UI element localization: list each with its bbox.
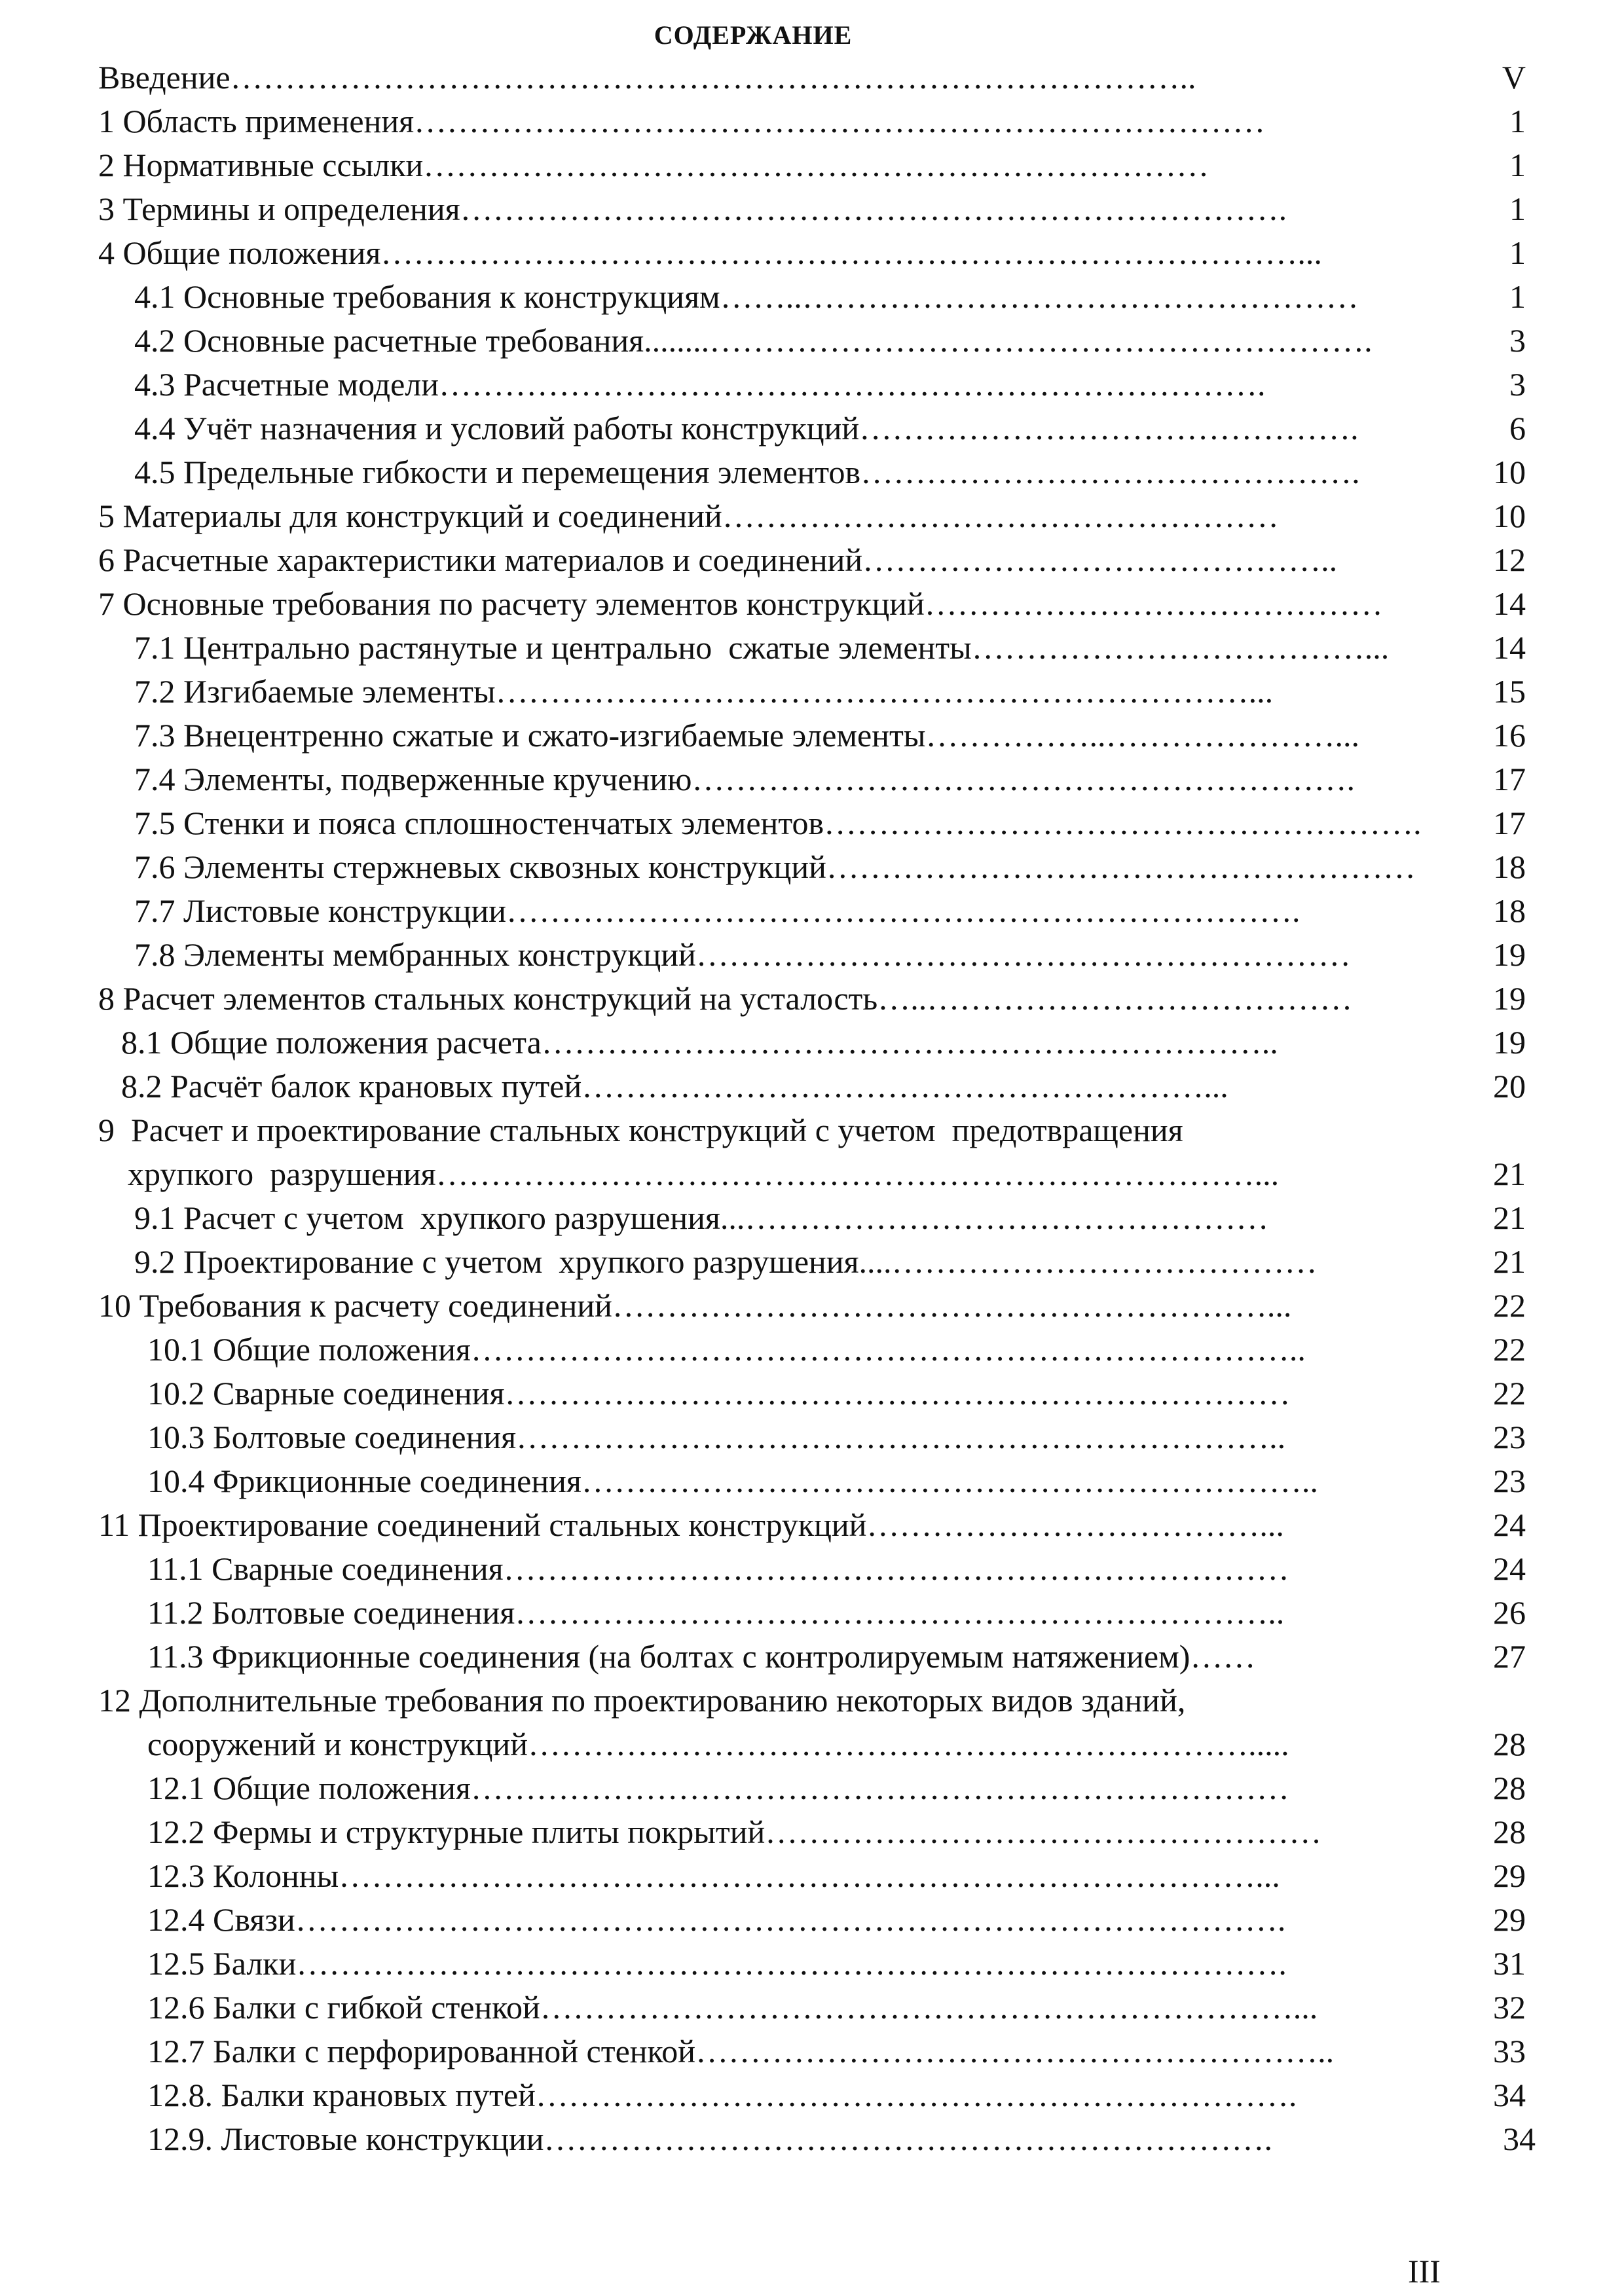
toc-entry-page (1513, 1108, 1526, 1152)
toc-entry-leader: ……………..…………………... (925, 717, 1359, 754)
toc-entry-page: 10 (1480, 450, 1526, 494)
toc-entry-page: 22 (1480, 1328, 1526, 1371)
toc-entry (134, 363, 1526, 406)
toc-entry-title: 7.5 Стенки и пояса сплошностенчатых элементов (134, 805, 824, 841)
toc-entry-page: 23 (1480, 1415, 1526, 1459)
toc-entry-page: 17 (1480, 801, 1526, 845)
page-title: СОДЕРЖАНИЕ (654, 20, 853, 50)
toc-entry-leader: …………………………………………………………. (544, 2121, 1273, 2157)
toc-entry-page: 21 (1480, 1196, 1526, 1239)
toc-entry-page: 1 (1496, 100, 1526, 143)
toc-entry-page: 18 (1480, 845, 1526, 888)
toc-entry-page: 10 (1480, 494, 1526, 538)
toc-entry-leader: ………………………………………………………….. (581, 1463, 1318, 1499)
toc-entry-leader: ……………………………………………………. (692, 761, 1356, 797)
toc-entry-page: 3 (1496, 319, 1526, 362)
toc-entry (134, 714, 1526, 757)
toc-entry-leader: ……………………………………………………………... (495, 673, 1274, 710)
toc-entry (98, 1284, 1526, 1327)
toc-entry-title: 10.3 Болтовые соединения (147, 1419, 517, 1455)
toc-entry-title: 12.8. Балки крановых путей (147, 2077, 536, 2113)
toc-entry (98, 187, 1526, 230)
toc-entry-leader: …………………………………… (924, 585, 1383, 622)
toc-entry-page: 18 (1480, 889, 1526, 932)
toc-entry-page: 26 (1480, 1591, 1526, 1634)
toc-entry-page: 28 (1480, 1766, 1526, 1810)
toc-entry (134, 757, 1526, 801)
toc-entry-leader: ……………………………………………… (826, 848, 1416, 885)
toc-entry-title: 12.1 Общие положения (147, 1770, 471, 1806)
toc-entry (98, 1108, 1526, 1152)
toc-entry-leader: ……………………………………………………………... (540, 1989, 1318, 2026)
toc-entry-title: 7.1 Центрально растянутые и центрально сжатые элементы (134, 629, 972, 666)
toc-entry-title: 12.7 Балки с перфорированной стенкой (147, 2033, 696, 2069)
toc-entry-page: 27 (1480, 1635, 1526, 1678)
toc-entry (98, 231, 1526, 274)
toc-entry (134, 933, 1526, 976)
toc-entry (147, 1766, 1526, 1810)
toc-entry (147, 1986, 1526, 2029)
toc-entry-title: 12.2 Фермы и структурные плиты покрытий (147, 1813, 766, 1850)
toc-entry (134, 626, 1526, 669)
toc-entry-page: 34 (1480, 2073, 1526, 2117)
toc-entry-leader: …………………………………………… (722, 498, 1279, 534)
toc-entry (98, 494, 1526, 538)
toc-entry-title: 12.3 Колонны (147, 1857, 339, 1894)
toc-entry-leader: ………………………………... (866, 1506, 1284, 1543)
toc-entry (147, 1328, 1526, 1371)
toc-entry-page: 31 (1480, 1942, 1526, 1985)
toc-entry (98, 977, 1526, 1020)
toc-entry-title: 4.3 Расчетные модели (134, 366, 439, 403)
toc-entry-leader: ………………………………………………………………… (470, 1770, 1289, 1806)
toc-entry-page: 19 (1480, 977, 1526, 1020)
toc-entry-page: 34 (1490, 2117, 1536, 2160)
toc-entry-page: 16 (1480, 714, 1526, 757)
toc-entry (134, 407, 1526, 450)
toc-entry-title: 1 Область применения (98, 103, 415, 139)
toc-entry-page: 1 (1496, 275, 1526, 318)
toc-entry-page: 32 (1480, 1986, 1526, 2029)
toc-entry-title: 7.6 Элементы стержневых сквозных конструкций (134, 848, 826, 885)
toc-entry-title: 3 Термины и определения (98, 191, 460, 227)
toc-entry (134, 801, 1526, 845)
toc-entry (98, 538, 1526, 581)
toc-entry (128, 1152, 1526, 1195)
toc-entry (147, 1898, 1526, 1941)
toc-entry-page: 6 (1496, 407, 1526, 450)
toc-entry (134, 1240, 1526, 1283)
toc-entry-title: 10.4 Фрикционные соединения (147, 1463, 581, 1499)
page-number: III (1408, 2253, 1441, 2289)
toc-entry (147, 1854, 1526, 1897)
toc-entry-leader: ……………………………………………………………. (535, 2077, 1297, 2113)
toc-entry-leader: …… (1190, 1638, 1256, 1675)
toc-entry-page: 20 (1480, 1065, 1526, 1108)
toc-entry (134, 319, 1526, 362)
toc-entry-leader: ……………………………………………………………… (423, 147, 1209, 183)
toc-entry-leader: …………………………………………………………..... (528, 1726, 1289, 1762)
toc-entry-leader: …………………………………………………… (695, 936, 1351, 973)
toc-entry-leader: ……..…………………………………………… (720, 278, 1359, 315)
toc-entry-leader: …………………………………………………………………………... (380, 234, 1322, 271)
toc-entry (147, 2117, 1536, 2160)
toc-entry-leader: ……………………………………………………………… (503, 1550, 1289, 1587)
toc-entry (147, 2030, 1526, 2073)
toc-entry-page: 21 (1480, 1152, 1526, 1195)
toc-entry (134, 670, 1526, 713)
toc-entry-leader: ........……………………………………………………. (644, 322, 1373, 359)
toc-entry-leader: ………………………………………………. (824, 805, 1422, 841)
toc-entry-leader: …………………………………………………………………. (460, 191, 1287, 227)
toc-entry-page: 12 (1480, 538, 1526, 581)
toc-entry-leader: ………………………………………………………………………………. (295, 1901, 1286, 1938)
toc-entry (98, 1503, 1526, 1546)
toc-entry-title: 7.4 Элементы, подверженные кручению (134, 761, 692, 797)
toc-entry-title: 11.2 Болтовые соединения (147, 1594, 515, 1631)
toc-entry (98, 100, 1526, 143)
toc-entry-leader: ………………………………………………………………. (506, 892, 1301, 929)
toc-entry-page: 21 (1480, 1240, 1526, 1283)
toc-entry (147, 1591, 1526, 1634)
toc-entry-title: 9 Расчет и проектирование стальных конструкций с учетом предотвращения (98, 1112, 1183, 1148)
toc-entry-title: 10.1 Общие положения (147, 1331, 471, 1368)
toc-entry-title: 11.1 Сварные соединения (147, 1550, 504, 1587)
toc-entry-page: 14 (1480, 626, 1526, 669)
toc-entry-title: 8.1 Общие положения расчета (121, 1024, 542, 1061)
toc-entry-title: 11.3 Фрикционные соединения (на болтах с контролируемым натяжением) (147, 1638, 1190, 1675)
toc-entry-page: 17 (1480, 757, 1526, 801)
toc-entry-title: 7 Основные требования по расчету элементов конструкций (98, 585, 925, 622)
toc-entry-title: 8.2 Расчёт балок крановых путей (121, 1068, 582, 1104)
toc-entry (121, 1021, 1526, 1064)
toc-entry-title: 10.2 Сварные соединения (147, 1375, 505, 1412)
toc-entry-title: 4.4 Учёт назначения и условий работы конструкций (134, 410, 860, 446)
toc-entry-leader: …………………………………………………………………... (435, 1156, 1280, 1192)
toc-entry (134, 450, 1526, 494)
toc-entry (134, 1196, 1526, 1239)
toc-entry-page (1513, 1679, 1526, 1722)
toc-entry-title: 4.5 Предельные гибкости и перемещения элементов (134, 454, 861, 490)
toc-entry-page: 24 (1480, 1503, 1526, 1546)
toc-entry-title: 4.2 Основные расчетные требования (134, 322, 644, 359)
toc-entry (98, 582, 1526, 625)
toc-entry-title: 8 Расчет элементов стальных конструкций на усталость (98, 980, 878, 1017)
toc-entry-title: 7.3 Внецентренно сжатые и сжато-изгибаемые элементы (134, 717, 926, 754)
toc-entry-leader: ……………………………………………………………… (504, 1375, 1291, 1412)
toc-entry-page: 29 (1480, 1898, 1526, 1941)
toc-entry-page: 14 (1480, 582, 1526, 625)
toc-entry-page: 28 (1480, 1722, 1526, 1766)
toc-entry-page: 22 (1480, 1372, 1526, 1415)
toc-entry-page: 15 (1480, 670, 1526, 713)
toc-entry-page: 22 (1480, 1284, 1526, 1327)
toc-entry-page: 19 (1480, 933, 1526, 976)
toc-entry-leader: …………………………………………………………………… (414, 103, 1266, 139)
toc-entry-title: 9.1 Расчет с учетом хрупкого разрушения (134, 1199, 720, 1236)
toc-entry (147, 1810, 1526, 1853)
toc-entry (121, 1065, 1526, 1108)
toc-entry (98, 1679, 1526, 1722)
toc-entry-title: хрупкого разрушения (128, 1156, 436, 1192)
toc-entry-page: V (1489, 56, 1526, 99)
toc-entry-title: 10 Требования к расчету соединений (98, 1287, 612, 1324)
toc-entry-leader: …………………………………….. (862, 541, 1338, 578)
toc-entry-page: 1 (1496, 231, 1526, 274)
toc-entry (134, 845, 1526, 888)
toc-entry-leader: ………………………………………. (860, 454, 1360, 490)
toc-entry (98, 143, 1526, 187)
toc-entry-leader: ………………………………... (971, 629, 1390, 666)
toc-entry-title: 12 Дополнительные требования по проектированию некоторых видов зданий, (98, 1682, 1186, 1719)
toc-entry-page: 24 (1480, 1547, 1526, 1590)
toc-entry (147, 1722, 1526, 1766)
toc-entry-leader: ………………………………………………………………….. (470, 1331, 1306, 1368)
toc-entry-leader: ………………………………………………………………………………. (296, 1945, 1287, 1982)
toc-entry-page: 33 (1480, 2030, 1526, 2073)
toc-entry (98, 56, 1526, 99)
toc-entry-title: 7.2 Изгибаемые элементы (134, 673, 496, 710)
toc-entry (147, 1942, 1526, 1985)
toc-entry (134, 275, 1526, 318)
toc-entry-page: 1 (1496, 187, 1526, 230)
toc-entry-title: 4 Общие положения (98, 234, 381, 271)
toc-entry-page: 1 (1496, 143, 1526, 187)
toc-entry-leader: ……………………………………………………... (612, 1287, 1292, 1324)
toc-entry-page: 3 (1496, 363, 1526, 406)
toc-entry-title: 12.9. Листовые конструкции (147, 2121, 544, 2157)
toc-entry-leader: …………………………………………………………………. (438, 366, 1266, 403)
toc-entry-title: 12.5 Балки (147, 1945, 297, 1982)
toc-entry (147, 1372, 1526, 1415)
toc-entry-leader: ………………………………………………………….. (541, 1024, 1278, 1061)
toc-entry-title: 11 Проектирование соединений стальных конструкций (98, 1506, 867, 1543)
toc-entry-leader: ………………………………………………….. (695, 2033, 1335, 2069)
toc-entry-leader: ...………………………………………… (720, 1199, 1269, 1236)
toc-entry-title: Введение (98, 59, 231, 96)
toc-entry-title: сооружений и конструкций (147, 1726, 528, 1762)
toc-entry-leader: …..………………………………… (877, 980, 1353, 1017)
toc-entry-leader: …………………………………………………………….. (516, 1419, 1286, 1455)
toc-entry (147, 2073, 1526, 2117)
toc-entry (147, 1547, 1526, 1590)
toc-entry-title: 7.7 Листовые конструкции (134, 892, 507, 929)
toc-entry-title: 12.4 Связи (147, 1901, 295, 1938)
toc-entry-title: 4.1 Основные требования к конструкциям (134, 278, 720, 315)
toc-entry-page: 29 (1480, 1854, 1526, 1897)
toc-entry (147, 1459, 1526, 1503)
toc-entry-title: 2 Нормативные ссылки (98, 147, 424, 183)
toc-entry-leader: …………………………………………………………………………….. (230, 59, 1196, 96)
toc-entry-leader: ………………………………………. (859, 410, 1359, 446)
toc-entry-page: 28 (1480, 1810, 1526, 1853)
toc-entry-page: 19 (1480, 1021, 1526, 1064)
toc-entry-title: 6 Расчетные характеристики материалов и соединений (98, 541, 863, 578)
toc-entry-page: 23 (1480, 1459, 1526, 1503)
toc-entry (147, 1415, 1526, 1459)
toc-entry (134, 889, 1526, 932)
toc-entry-title: 7.8 Элементы мембранных конструкций (134, 936, 696, 973)
toc-entry-leader: ....………………………………… (858, 1243, 1318, 1280)
toc-entry-title: 9.2 Проектирование с учетом хрупкого разрушения (134, 1243, 859, 1280)
toc-entry-leader: …………………………………………… (765, 1813, 1322, 1850)
toc-entry-title: 5 Материалы для конструкций и соединений (98, 498, 722, 534)
toc-entry (147, 1635, 1526, 1678)
toc-entry-leader: …………………………………………………………………………... (339, 1857, 1280, 1894)
toc-entry-title: 12.6 Балки с гибкой стенкой (147, 1989, 540, 2026)
toc-entry-leader: …………………………………………………... (581, 1068, 1228, 1104)
toc-entry-leader: …………………………………………………………….. (515, 1594, 1285, 1631)
